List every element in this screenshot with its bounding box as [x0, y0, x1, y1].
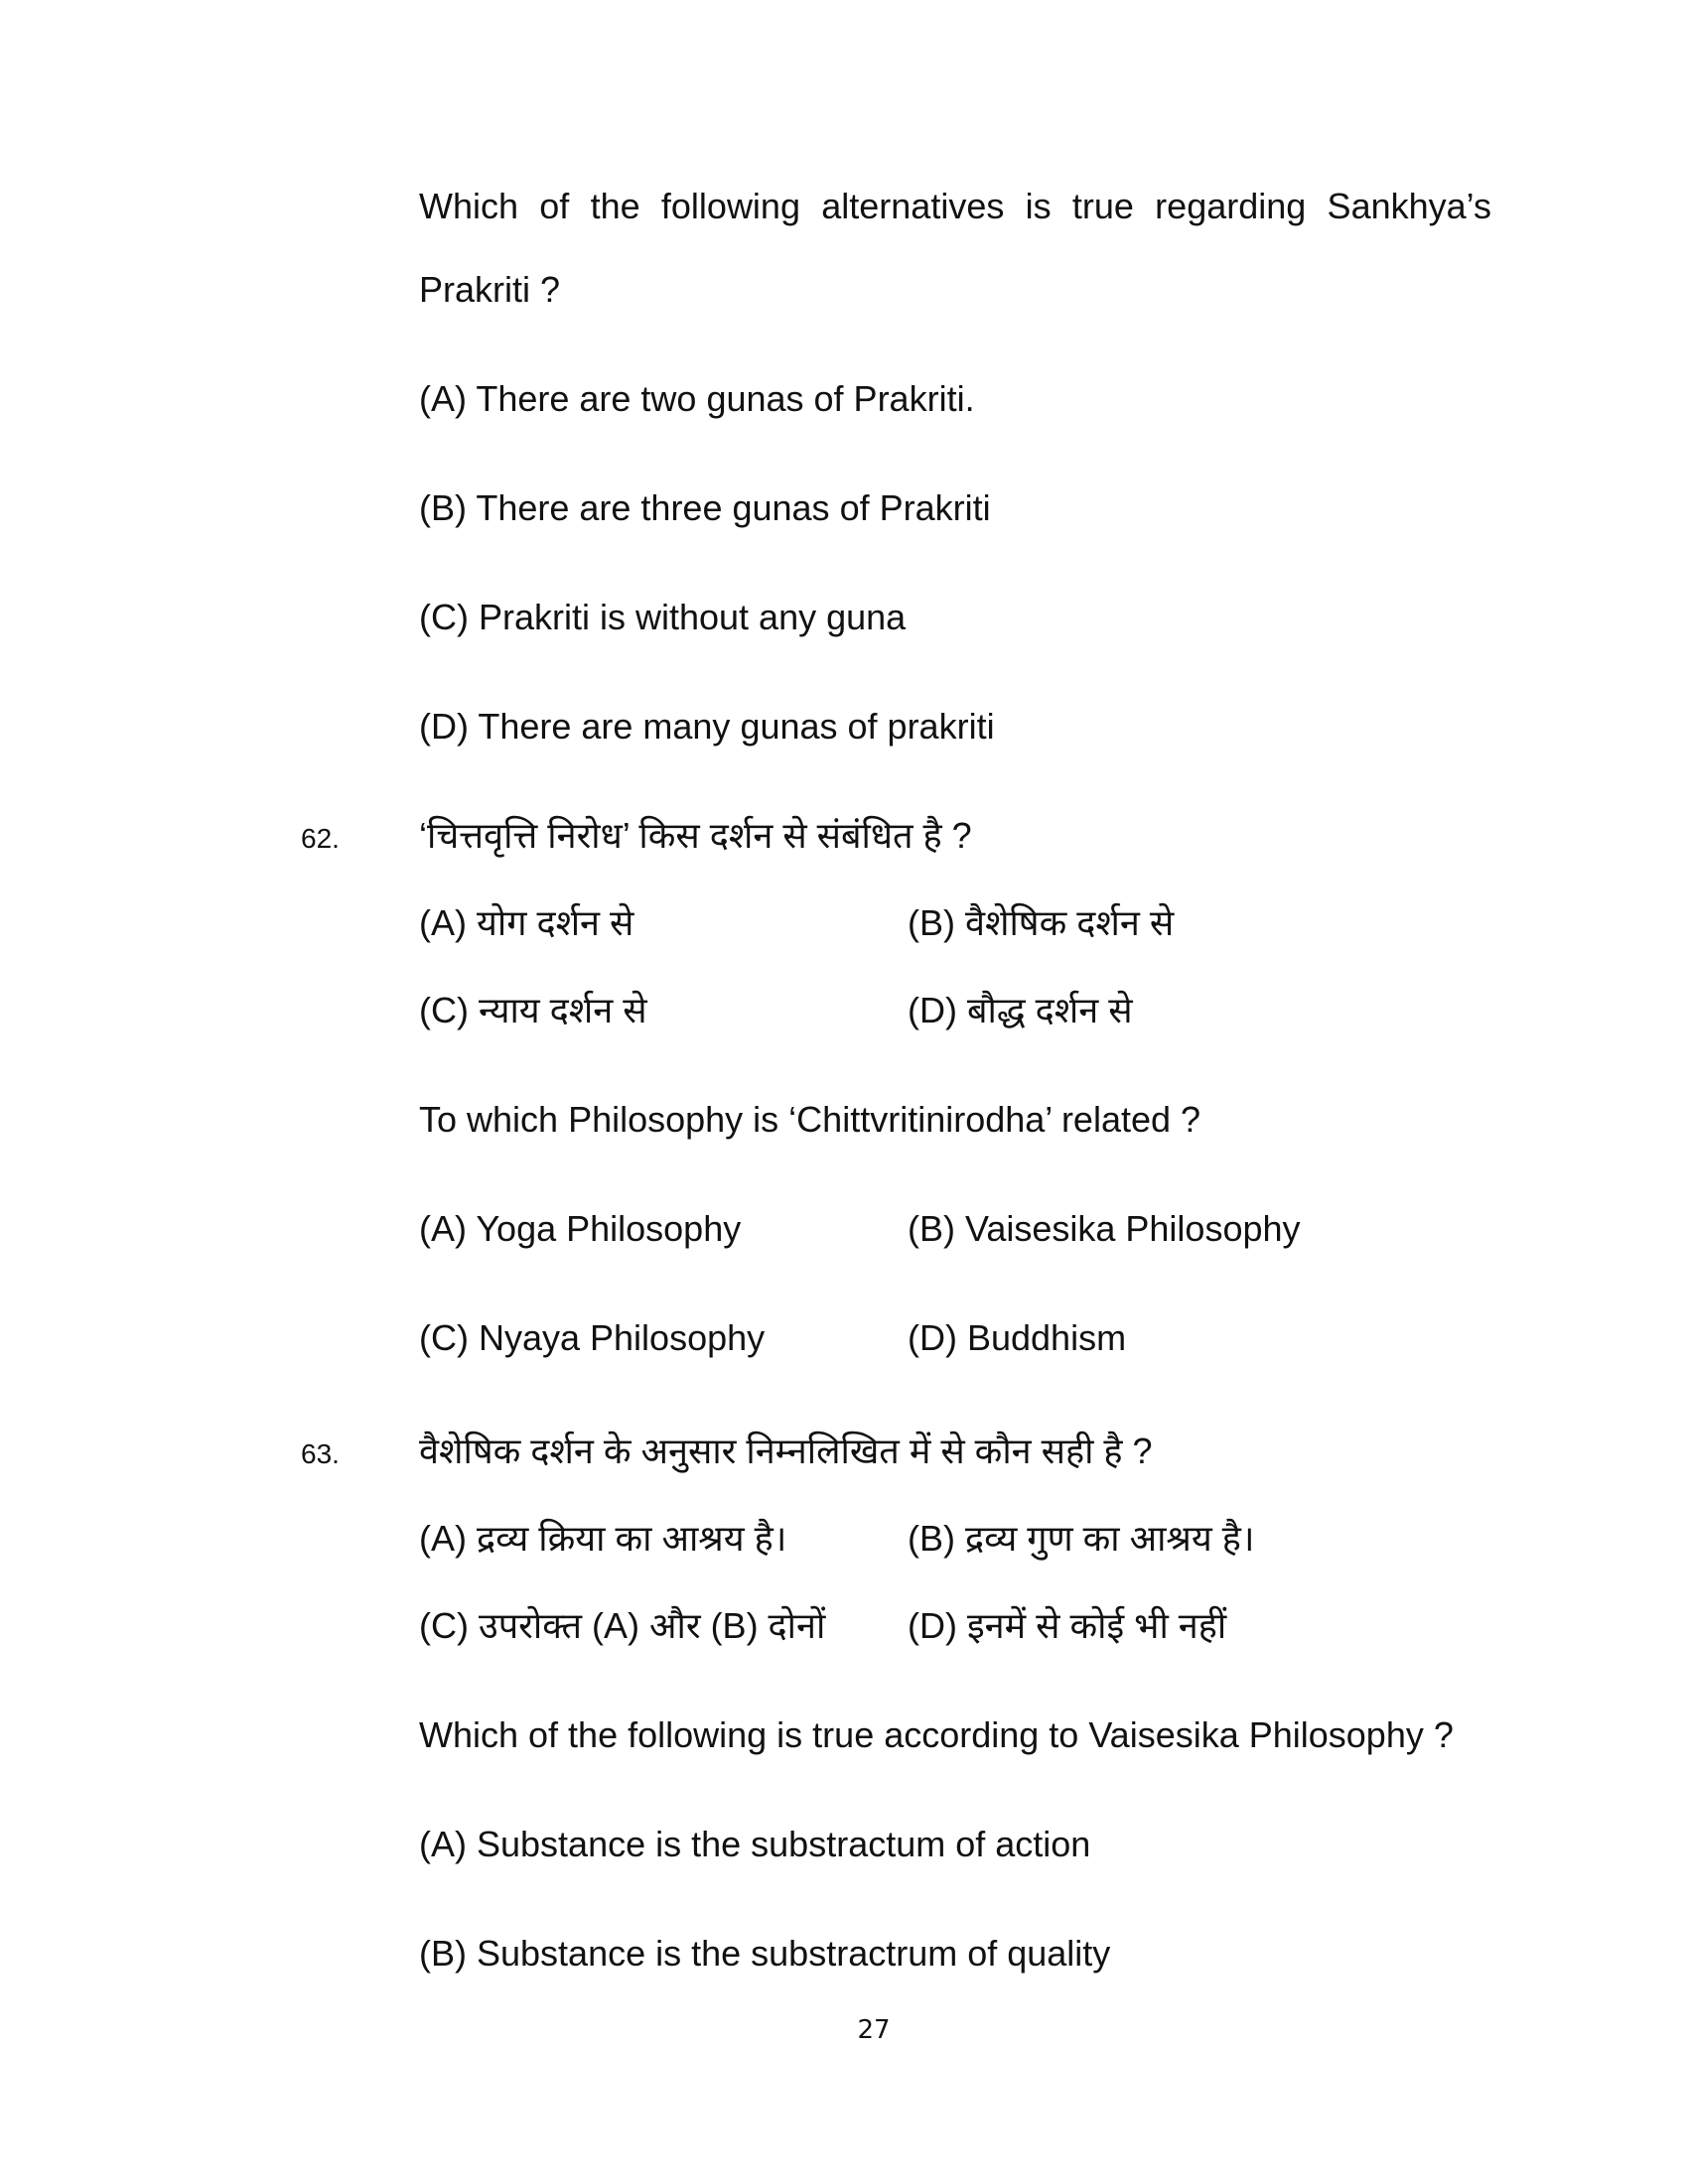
q62-hindi-option-b: (B) वैशेषिक दर्शन से	[908, 902, 1175, 943]
q61-option-d: (D) There are many gunas of prakriti	[419, 706, 995, 747]
q62-english-option-a: (A) Yoga Philosophy	[419, 1208, 742, 1249]
q61-question-line1: Which of the following alternatives is true regarding Sankhya’s	[419, 186, 1491, 226]
q61-question-line2: Prakriti ?	[419, 269, 561, 310]
q63-number: 63.	[301, 1438, 340, 1469]
q63-english-question: Which of the following is true according to Vaisesika Philosophy ?	[419, 1714, 1454, 1755]
q61-option-c: (C) Prakriti is without any guna	[419, 597, 907, 637]
page-number: 27	[857, 2015, 891, 2045]
q62-english-option-b: (B) Vaisesika Philosophy	[908, 1208, 1301, 1249]
q61-option-b: (B) There are three gunas of Prakriti	[419, 487, 991, 528]
q63-hindi-option-b: (B) द्रव्य गुण का आश्रय है।	[908, 1518, 1255, 1559]
q63-hindi-option-c: (C) उपरोक्त (A) और (B) दोनों	[419, 1605, 826, 1646]
q62-english-option-d: (D) Buddhism	[908, 1317, 1127, 1358]
q61-option-a: (A) There are two gunas of Prakriti.	[419, 378, 975, 419]
q63-hindi-option-a: (A) द्रव्य क्रिया का आश्रय है।	[419, 1518, 787, 1559]
q62-hindi-option-d: (D) बौद्ध दर्शन से	[908, 990, 1133, 1030]
q62-number: 62.	[301, 823, 340, 854]
q63-english-option-b: (B) Substance is the substractrum of quality	[419, 1933, 1111, 1974]
q63-hindi-question: वैशेषिक दर्शन के अनुसार निम्नलिखित में से कौन सही है ?	[419, 1431, 1153, 1471]
q62-hindi-question: ‘चित्तवृत्ति निरोध’ किस दर्शन से संबंधित है ?	[419, 815, 972, 856]
q63-hindi-option-d: (D) इनमें से कोई भी नहीं	[908, 1605, 1227, 1646]
q62-english-question: To which Philosophy is ‘Chittvritinirodha’ related ?	[419, 1099, 1201, 1140]
q62-hindi-option-c: (C) न्याय दर्शन से	[419, 990, 647, 1030]
q62-english-option-c: (C) Nyaya Philosophy	[419, 1317, 766, 1358]
q63-english-option-a: (A) Substance is the substractum of action	[419, 1824, 1091, 1864]
q62-hindi-option-a: (A) योग दर्शन से	[419, 902, 634, 943]
